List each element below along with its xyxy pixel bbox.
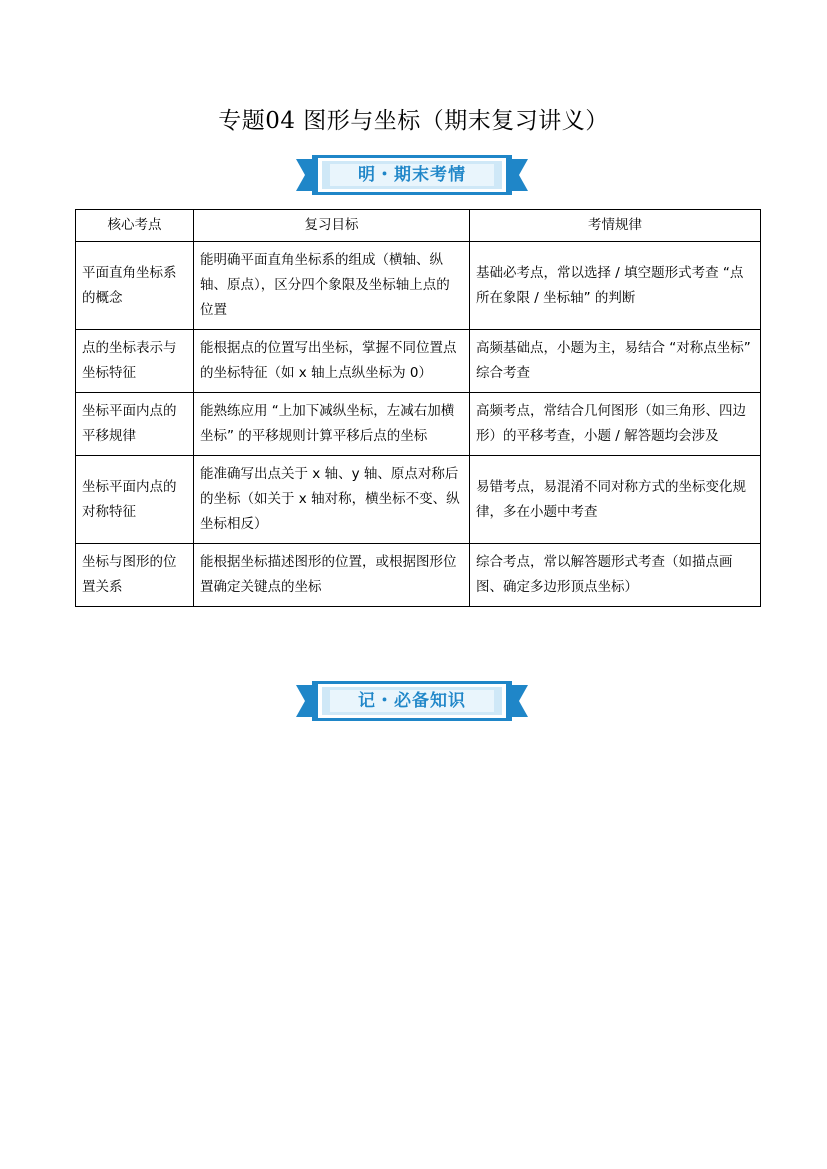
cell-exam-pattern: 易错考点，易混淆不同对称方式的坐标变化规律，多在小题中考查	[470, 456, 761, 544]
header-core-point: 核心考点	[76, 210, 194, 242]
cell-core-point: 平面直角坐标系的概念	[76, 242, 194, 330]
cell-review-goal: 能明确平面直角坐标系的组成（横轴、纵轴、原点），区分四个象限及坐标轴上点的位置	[194, 242, 470, 330]
cell-exam-pattern: 基础必考点，常以选择 / 填空题形式考查 “点所在象限 / 坐标轴” 的判断	[470, 242, 761, 330]
cell-review-goal: 能根据点的位置写出坐标，掌握不同位置点的坐标特征（如 x 轴上点纵坐标为 0）	[194, 330, 470, 393]
cell-review-goal: 能熟练应用 “上加下减纵坐标，左减右加横坐标” 的平移规则计算平移后点的坐标	[194, 393, 470, 456]
cell-exam-pattern: 综合考点，常以解答题形式考查（如描点画图、确定多边形顶点坐标）	[470, 544, 761, 607]
header-exam-pattern: 考情规律	[470, 210, 761, 242]
cell-exam-pattern: 高频基础点，小题为主，易结合 “对称点坐标” 综合考查	[470, 330, 761, 393]
header-review-goal: 复习目标	[194, 210, 470, 242]
cell-core-point: 坐标平面内点的平移规律	[76, 393, 194, 456]
banner-title: 明・期末考情	[358, 165, 466, 185]
cell-exam-pattern: 高频考点，常结合几何图形（如三角形、四边形）的平移考查，小题 / 解答题均会涉及	[470, 393, 761, 456]
exam-analysis-table	[75, 209, 761, 607]
section-banner-exam-trends	[296, 153, 528, 197]
cell-core-point: 坐标平面内点的对称特征	[76, 456, 194, 544]
cell-core-point: 点的坐标表示与坐标特征	[76, 330, 194, 393]
section-banner-key-knowledge	[296, 679, 528, 723]
table-row	[76, 242, 761, 330]
table-row	[76, 393, 761, 456]
cell-review-goal: 能根据坐标描述图形的位置，或根据图形位置确定关键点的坐标	[194, 544, 470, 607]
banner-title: 记・必备知识	[358, 691, 466, 711]
table-row	[76, 544, 761, 607]
cell-review-goal: 能准确写出点关于 x 轴、y 轴、原点对称后的坐标（如关于 x 轴对称，横坐标不变、纵坐标相反）	[194, 456, 470, 544]
table-row	[76, 456, 761, 544]
table-row	[76, 330, 761, 393]
cell-core-point: 坐标与图形的位置关系	[76, 544, 194, 607]
page-title: 专题04 图形与坐标（期末复习讲义）	[218, 108, 609, 134]
table-header-row	[76, 210, 761, 242]
